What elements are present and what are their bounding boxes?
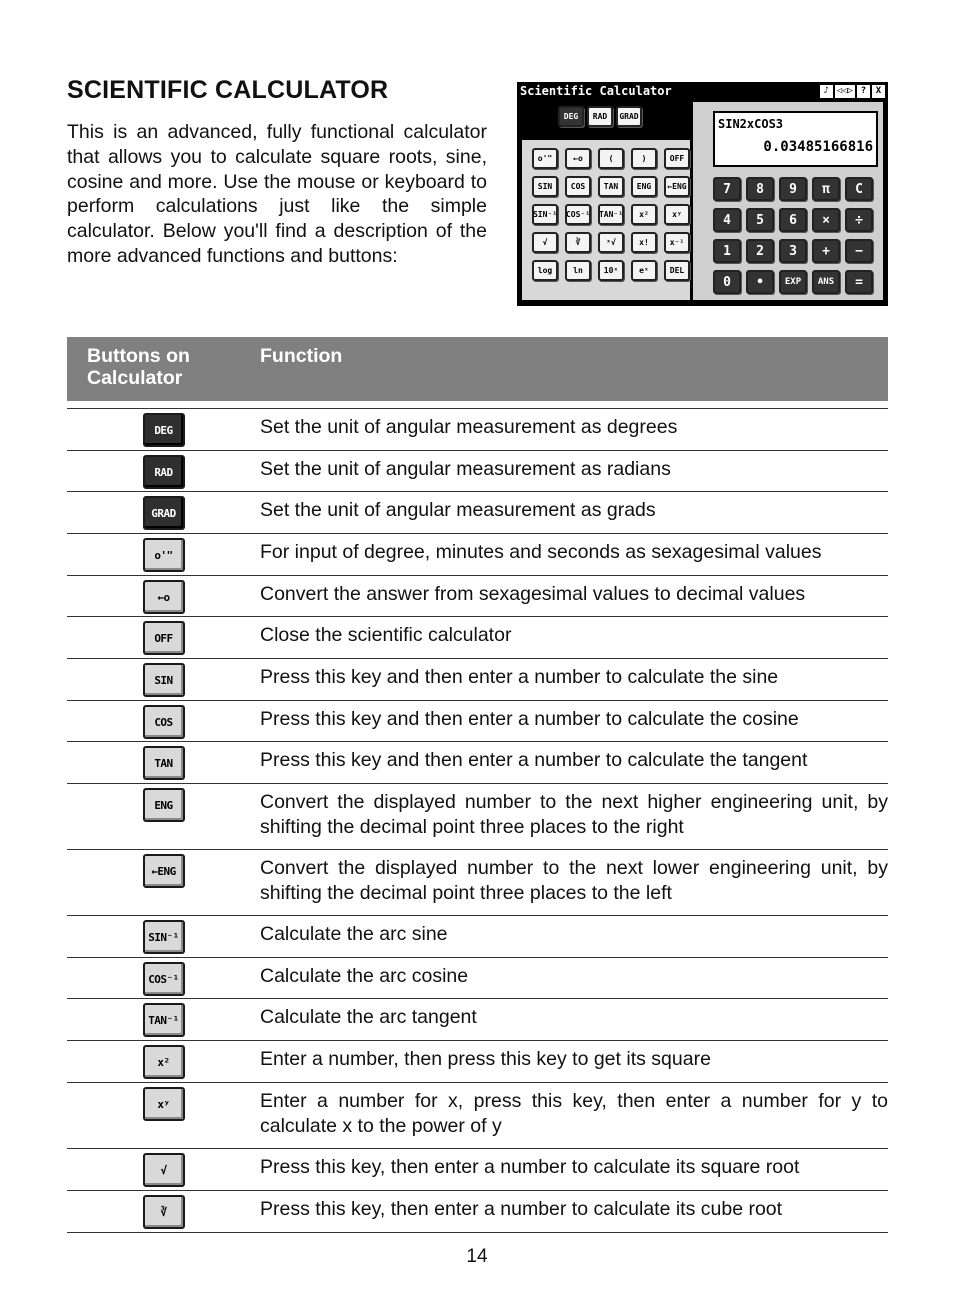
row-description: Calculate the arc sine bbox=[260, 923, 448, 945]
table-row bbox=[67, 1149, 888, 1191]
close-icon[interactable]: X bbox=[872, 85, 885, 98]
table-row bbox=[67, 958, 888, 999]
row-icon-cell bbox=[67, 576, 260, 614]
row-description: Close the scientific calculator bbox=[260, 624, 512, 646]
playback-icon[interactable]: ◁◁▷ bbox=[836, 86, 853, 96]
table-row bbox=[67, 409, 888, 451]
calculator-button-icon: SIN⁻¹ bbox=[143, 920, 185, 954]
calc-function-key[interactable]: 10ˣ bbox=[598, 260, 624, 281]
intro-paragraph: This is an advanced, fully functional calculator that allows you to calculate square roots, sine, cosine and more. Use the mouse or keyboard to perform calculations just like the simple calculator. Below you'll find a description of the more advanced functions and buttons: bbox=[67, 121, 487, 267]
calc-number-key[interactable]: 3 bbox=[779, 239, 807, 263]
row-icon-cell bbox=[67, 659, 260, 697]
calc-function-key[interactable]: ) bbox=[631, 148, 657, 169]
deg-mode-button[interactable]: DEG bbox=[558, 106, 584, 127]
calc-function-key[interactable]: OFF bbox=[664, 148, 690, 169]
calc-function-key[interactable]: TAN⁻¹ bbox=[598, 204, 624, 225]
row-icon-cell bbox=[67, 492, 260, 530]
display-expression: SIN2xCOS3 bbox=[718, 117, 784, 131]
calc-number-key[interactable]: EXP bbox=[779, 270, 807, 294]
row-description: Press this key, then enter a number to calculate its square root bbox=[260, 1156, 800, 1178]
calculator-button-icon: RAD bbox=[143, 455, 185, 489]
calc-number-key[interactable]: 4 bbox=[713, 208, 741, 232]
row-icon-cell bbox=[67, 1191, 260, 1229]
calc-function-key[interactable]: x! bbox=[631, 232, 657, 253]
calc-function-key[interactable]: TAN bbox=[598, 176, 624, 197]
calc-number-key[interactable]: 6 bbox=[779, 208, 807, 232]
table-row bbox=[67, 1083, 888, 1149]
row-icon-cell bbox=[67, 409, 260, 447]
calc-function-key[interactable]: ln bbox=[565, 260, 591, 281]
row-description: Calculate the arc cosine bbox=[260, 965, 469, 987]
calc-function-key[interactable]: SIN⁻¹ bbox=[532, 204, 558, 225]
table-row bbox=[67, 916, 888, 958]
calc-number-key[interactable]: 5 bbox=[746, 208, 774, 232]
calc-number-key[interactable]: 9 bbox=[779, 177, 807, 201]
calc-function-key[interactable]: ←o bbox=[565, 148, 591, 169]
row-description: Set the unit of angular measurement as grads bbox=[260, 499, 656, 521]
calculator-button-icon: ∛ bbox=[143, 1195, 185, 1229]
table-row bbox=[67, 534, 888, 576]
calculator-button-icon: x² bbox=[143, 1045, 185, 1079]
row-description: Press this key and then enter a number to calculate the cosine bbox=[260, 708, 799, 730]
rad-mode-button[interactable]: RAD bbox=[587, 106, 613, 127]
row-icon-cell bbox=[67, 451, 260, 489]
column-header-buttons: Buttons on Calculator bbox=[87, 345, 190, 389]
function-keypad bbox=[522, 140, 690, 300]
calc-function-key[interactable]: DEL bbox=[664, 260, 690, 281]
table-row bbox=[67, 742, 888, 784]
table-row bbox=[67, 617, 888, 659]
row-description: For input of degree, minutes and seconds as sexagesimal values bbox=[260, 541, 822, 563]
row-description: Press this key, then enter a number to calculate its cube root bbox=[260, 1198, 783, 1220]
music-icon[interactable]: ♪ bbox=[820, 85, 833, 98]
table-row bbox=[67, 1191, 888, 1233]
calculator-button-icon: ENG bbox=[143, 788, 185, 822]
calc-function-key[interactable]: √ bbox=[532, 232, 558, 253]
calculator-button-icon: ←o bbox=[143, 580, 185, 614]
row-icon-cell bbox=[67, 999, 260, 1037]
page-title: SCIENTIFIC CALCULATOR bbox=[67, 76, 389, 104]
calc-function-key[interactable]: ∛ bbox=[565, 232, 591, 253]
table-row bbox=[67, 999, 888, 1041]
row-icon-cell bbox=[67, 1041, 260, 1079]
calculator-button-icon: COS⁻¹ bbox=[143, 962, 185, 996]
calc-number-key[interactable]: − bbox=[845, 239, 873, 263]
calc-function-key[interactable]: ←ENG bbox=[664, 176, 690, 197]
row-description: Set the unit of angular measurement as degrees bbox=[260, 416, 678, 438]
table-row bbox=[67, 492, 888, 534]
column-header-function: Function bbox=[260, 345, 343, 367]
calc-number-key[interactable]: • bbox=[746, 270, 774, 294]
row-description: Set the unit of angular measurement as radians bbox=[260, 458, 671, 480]
table-row bbox=[67, 451, 888, 492]
row-description: Calculate the arc tangent bbox=[260, 1006, 477, 1028]
calc-function-key[interactable]: eˣ bbox=[631, 260, 657, 281]
calc-function-key[interactable]: COS⁻¹ bbox=[565, 204, 591, 225]
calc-number-key[interactable]: 1 bbox=[713, 239, 741, 263]
calc-function-key[interactable]: xʸ bbox=[664, 204, 690, 225]
grad-mode-button[interactable]: GRAD bbox=[616, 106, 642, 127]
calc-function-key[interactable]: ENG bbox=[631, 176, 657, 197]
row-icon-cell bbox=[67, 784, 260, 822]
calc-function-key[interactable]: x⁻¹ bbox=[664, 232, 690, 253]
calc-number-key[interactable]: + bbox=[812, 239, 840, 263]
calculator-screenshot bbox=[517, 82, 888, 306]
calculator-window-title: Scientific Calculator bbox=[520, 84, 672, 98]
calculator-button-icon: TAN⁻¹ bbox=[143, 1003, 185, 1037]
calculator-button-icon: o'" bbox=[143, 538, 185, 572]
angle-mode-bar bbox=[558, 106, 642, 127]
row-description: Enter a number, then press this key to get its square bbox=[260, 1048, 711, 1070]
row-icon-cell bbox=[67, 701, 260, 739]
table-row bbox=[67, 659, 888, 701]
calc-number-key[interactable]: 0 bbox=[713, 270, 741, 294]
row-description: Convert the displayed number to the next higher engineering unit, by shifting the decimal point three places to the right bbox=[260, 791, 888, 838]
table-row bbox=[67, 784, 888, 850]
calc-number-key[interactable]: π bbox=[812, 177, 840, 201]
calc-number-key[interactable]: 7 bbox=[713, 177, 741, 201]
table-header bbox=[67, 337, 888, 401]
calc-function-key[interactable]: log bbox=[532, 260, 558, 281]
page-number: 14 bbox=[466, 1246, 488, 1267]
row-icon-cell bbox=[67, 1083, 260, 1121]
numeric-keypad bbox=[693, 102, 883, 300]
calculator-button-icon: ←ENG bbox=[143, 854, 185, 888]
row-icon-cell bbox=[67, 534, 260, 572]
row-description: Convert the answer from sexagesimal values to decimal values bbox=[260, 583, 806, 605]
calculator-button-icon: TAN bbox=[143, 746, 185, 780]
display-result: 0.03485166816 bbox=[763, 139, 873, 155]
calc-number-key[interactable]: 2 bbox=[746, 239, 774, 263]
row-description: Enter a number for x, press this key, then enter a number for y to calculate x to the power of y bbox=[260, 1090, 888, 1137]
table-row bbox=[67, 576, 888, 617]
calc-function-key[interactable]: ( bbox=[598, 148, 624, 169]
calc-function-key[interactable]: COS bbox=[565, 176, 591, 197]
table-row bbox=[67, 850, 888, 916]
calculator-button-icon: SIN bbox=[143, 663, 185, 697]
calc-number-key[interactable]: × bbox=[812, 208, 840, 232]
calc-function-key[interactable]: x² bbox=[631, 204, 657, 225]
calc-function-key[interactable]: ˣ√ bbox=[598, 232, 624, 253]
function-table bbox=[67, 408, 888, 1233]
calculator-display bbox=[713, 111, 878, 167]
row-icon-cell bbox=[67, 742, 260, 780]
row-icon-cell bbox=[67, 916, 260, 954]
calculator-button-icon: OFF bbox=[143, 621, 185, 655]
calculator-button-icon: COS bbox=[143, 705, 185, 739]
calculator-button-icon: GRAD bbox=[143, 496, 185, 530]
calc-number-key[interactable]: = bbox=[845, 270, 873, 294]
row-icon-cell bbox=[67, 850, 260, 888]
help-icon[interactable]: ? bbox=[857, 85, 870, 98]
row-description: Press this key and then enter a number to calculate the tangent bbox=[260, 749, 808, 771]
row-icon-cell bbox=[67, 617, 260, 655]
window-controls bbox=[820, 85, 885, 98]
calc-function-key[interactable]: SIN bbox=[532, 176, 558, 197]
table-row bbox=[67, 701, 888, 742]
calc-number-key[interactable]: ÷ bbox=[845, 208, 873, 232]
calculator-button-icon: DEG bbox=[143, 413, 185, 447]
calculator-button-icon: xʸ bbox=[143, 1087, 185, 1121]
row-description: Press this key and then enter a number to calculate the sine bbox=[260, 666, 779, 688]
calc-function-key[interactable]: o'" bbox=[532, 148, 558, 169]
row-description: Convert the displayed number to the next lower engineering unit, by shifting the decimal point three places to the left bbox=[260, 857, 888, 904]
calc-number-key[interactable]: C bbox=[845, 177, 873, 201]
row-icon-cell bbox=[67, 1149, 260, 1187]
table-row bbox=[67, 1041, 888, 1083]
calculator-button-icon: √ bbox=[143, 1153, 185, 1187]
calc-number-key[interactable]: 8 bbox=[746, 177, 774, 201]
row-icon-cell bbox=[67, 958, 260, 996]
calc-number-key[interactable]: ANS bbox=[812, 270, 840, 294]
